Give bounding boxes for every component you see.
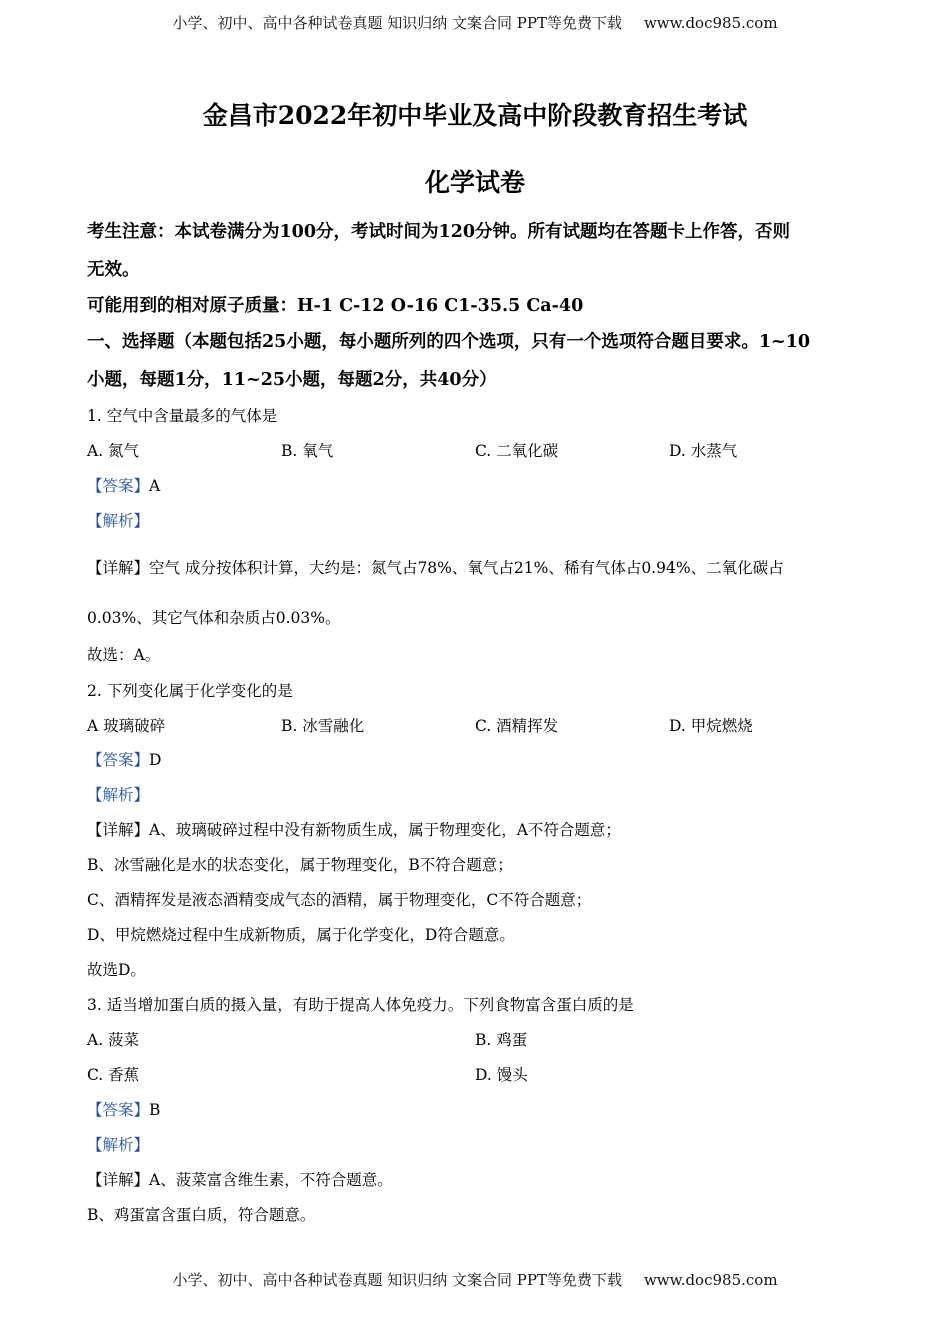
- q2-option-a: A 玻璃破碎: [87, 717, 166, 735]
- q1-stem: 1. 空气中含量最多的气体是: [87, 407, 278, 425]
- q3-detail-2: B、鸡蛋富含蛋白质，符合题意。: [87, 1206, 316, 1224]
- q1-conclusion: 故选：A。: [87, 646, 161, 664]
- q2-stem: 2. 下列变化属于化学变化的是: [87, 682, 293, 700]
- q3-option-c: C. 香蕉: [87, 1066, 140, 1084]
- answer-label: 【答案】: [87, 477, 150, 495]
- analysis-label: 【解析】: [87, 512, 150, 530]
- detail-label: 【详解】: [87, 559, 150, 577]
- q3-detail-1: [87, 1168, 867, 1190]
- q2-conclusion: 故选D。: [87, 961, 146, 979]
- footer-url: www.doc985.com: [643, 1271, 778, 1289]
- footer-text: 小学、初中、高中各种试卷真题 知识归纳 文案合同 PPT等免费下载: [172, 1271, 622, 1289]
- exam-subtitle: 化学试卷: [424, 168, 525, 197]
- q1-analysis: [87, 509, 867, 531]
- q2-detail-1: [87, 818, 867, 840]
- section-heading-2: 小题，每题1分，11~25小题，每题2分，共40分）: [87, 370, 497, 390]
- atomic-mass-line: 可能用到的相对原子质量：H-1 C-12 O-16 C1-35.5 Ca-40: [87, 296, 584, 316]
- q3-stem: 3. 适当增加蛋白质的摄入量，有助于提高人体免疫力。下列食物富含蛋白质的是: [87, 996, 634, 1014]
- detail-label: 【详解】: [87, 821, 150, 839]
- answer-label: 【答案】: [87, 751, 150, 769]
- q1-option-b: B. 氧气: [281, 442, 334, 460]
- q1-answer: [87, 474, 867, 496]
- q2-answer-value: D: [149, 751, 162, 769]
- page-header: [0, 12, 950, 33]
- q1-option-c: C. 二氧化碳: [475, 442, 559, 460]
- exam-title: 金昌市2022年初中毕业及高中阶段教育招生考试: [202, 101, 748, 130]
- analysis-label: 【解析】: [87, 1136, 150, 1154]
- section-heading-1: 一、选择题（本题包括25小题，每小题所列的四个选项，只有一个选项符合题目要求。1~10: [87, 332, 811, 352]
- notice-line-2: 无效。: [87, 260, 140, 280]
- q2-option-b: B. 冰雪融化: [281, 717, 365, 735]
- analysis-label: 【解析】: [87, 786, 150, 804]
- q2-detail-2: B、冰雪融化是水的状态变化，属于物理变化，B不符合题意；: [87, 856, 513, 874]
- q3-option-a: A. 菠菜: [87, 1031, 140, 1049]
- q1-answer-value: A: [149, 477, 161, 495]
- q2-detail-3: C、酒精挥发是液态酒精变成气态的酒精，属于物理变化，C不符合题意；: [87, 891, 592, 909]
- q2-answer: [87, 748, 867, 770]
- header-url: www.doc985.com: [643, 14, 778, 32]
- answer-label: 【答案】: [87, 1101, 150, 1119]
- q1-option-a: A. 氮气: [87, 442, 140, 460]
- q3-option-d: D. 馒头: [475, 1066, 528, 1084]
- q3-detail-text-1: A、菠菜富含维生素，不符合题意。: [149, 1171, 393, 1189]
- q3-answer: [87, 1098, 867, 1120]
- q1-option-d: D. 水蒸气: [669, 442, 738, 460]
- notice-line-1: 考生注意：本试卷满分为100分，考试时间为120分钟。所有试题均在答题卡上作答，否则: [87, 222, 791, 242]
- detail-label: 【详解】: [87, 1171, 150, 1189]
- header-text: 小学、初中、高中各种试卷真题 知识归纳 文案合同 PPT等免费下载: [172, 14, 622, 32]
- q3-answer-value: B: [149, 1101, 161, 1119]
- q3-analysis: [87, 1133, 867, 1155]
- q1-detail-text-1: 空气 成分按体积计算，大约是：氮气占78%、氧气占21%、稀有气体占0.94%、二氧化碳占: [149, 559, 784, 577]
- q1-detail-1: [87, 556, 867, 578]
- q1-detail-2: 0.03%、其它气体和杂质占0.03%。: [87, 609, 341, 627]
- q2-option-d: D. 甲烷燃烧: [669, 717, 753, 735]
- q2-detail-4: D、甲烷燃烧过程中生成新物质，属于化学变化，D符合题意。: [87, 926, 515, 944]
- q2-analysis: [87, 783, 867, 805]
- q2-detail-text-1: A、玻璃破碎过程中没有新物质生成，属于物理变化，A不符合题意；: [149, 821, 621, 839]
- page-footer: [0, 1269, 950, 1290]
- q3-option-b: B. 鸡蛋: [475, 1031, 528, 1049]
- q2-option-c: C. 酒精挥发: [475, 717, 559, 735]
